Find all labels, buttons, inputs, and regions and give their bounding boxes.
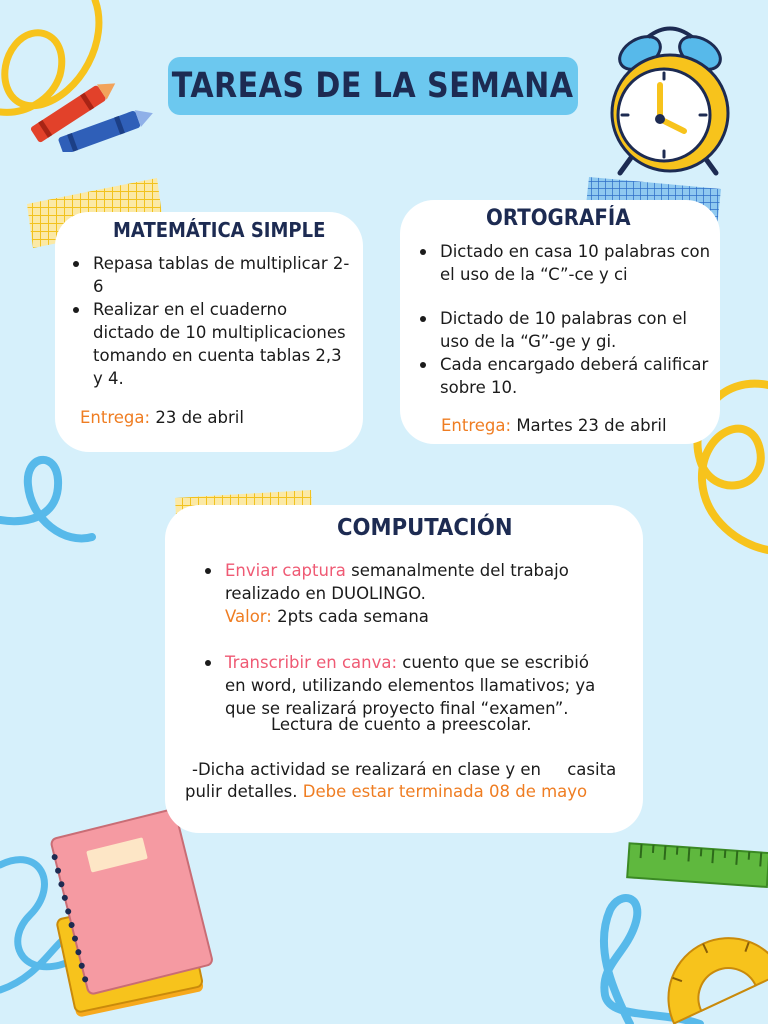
math-delivery — [80, 406, 244, 429]
value-label: Valor: — [225, 607, 272, 626]
list-item: Repasa tablas de multiplicar 2-6 — [71, 252, 351, 298]
list-item — [203, 559, 603, 628]
note-text: pulir detalles. — [185, 782, 298, 801]
ruler-icon — [626, 838, 768, 898]
computing-card — [165, 505, 643, 833]
page-title-banner — [168, 57, 578, 115]
page-title: TAREAS DE LA SEMANA — [172, 66, 574, 106]
list-item: Dictado de 10 palabras con el uso de la “G”-ge y gi. — [418, 307, 716, 353]
deadline-highlight: Debe estar terminada 08 de mayo — [297, 782, 588, 801]
delivery-date: Martes 23 de abril — [511, 416, 667, 435]
spelling-task-list — [418, 240, 716, 399]
list-item: Cada encargado deberá calificar sobre 10. — [418, 353, 716, 399]
computing-heading: COMPUTACIÓN — [337, 515, 513, 541]
list-item — [203, 651, 603, 720]
list-item: Dictado en casa 10 palabras con el uso de la “C”-ce y ci — [418, 240, 716, 286]
task-text: semanalmente del trabajo realizado en DUOLINGO. — [225, 561, 569, 603]
task-highlight: Enviar captura — [225, 561, 346, 580]
spelling-card — [400, 200, 720, 444]
alarm-clock-icon — [598, 15, 738, 180]
protractor-icon — [650, 890, 768, 1024]
value-text: 2pts cada semana — [271, 607, 429, 626]
math-card — [55, 212, 363, 452]
math-heading: MATEMÁTICA SIMPLE — [113, 218, 326, 242]
delivery-label: Entrega: — [80, 408, 151, 427]
reading-task-line: Lectura de cuento a preescolar. — [271, 715, 532, 734]
spelling-heading: ORTOGRAFÍA — [486, 206, 631, 231]
math-task-list — [71, 252, 351, 390]
note-line: -Dicha actividad se realizará en clase y en casita — [192, 760, 617, 779]
notebooks-icon — [40, 800, 220, 1020]
list-item: Realizar en el cuaderno dictado de 10 multiplicaciones tomando en cuenta tablas 2,3 y 4. — [71, 298, 351, 390]
task-text: cuento que se escribió en word, utilizando elementos llamativos; ya que se realizará proyecto final “examen”. — [225, 653, 596, 718]
crayons-icon — [18, 62, 158, 152]
spelling-delivery — [441, 414, 667, 437]
computing-task-list — [203, 559, 603, 720]
note-line — [185, 780, 587, 803]
delivery-label: Entrega: — [441, 416, 512, 435]
delivery-date: 23 de abril — [150, 408, 244, 427]
task-highlight: Transcribir en canva: — [225, 653, 398, 672]
